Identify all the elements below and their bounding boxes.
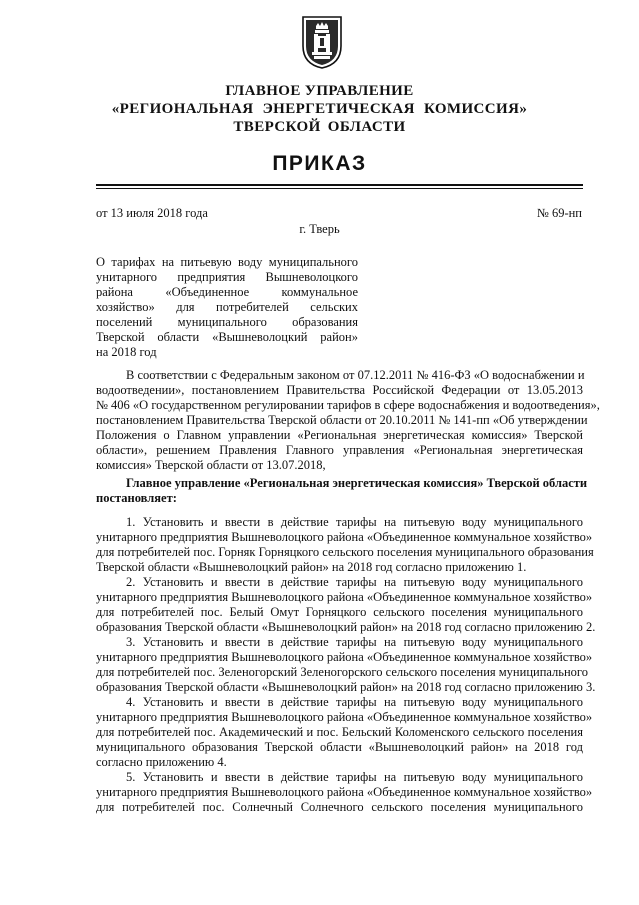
item-line: унитарного предприятия Вышневолоцкого района «Объединенное коммунальное хозяйство» [96, 530, 593, 544]
decree-line: постановляет: [96, 491, 177, 505]
item-line: для потребителей пос. Белый Омут Горняцкого сельского поселения муниципального [96, 605, 583, 619]
order-subject [96, 255, 358, 360]
subject-line: на 2018 год [96, 345, 157, 359]
agency-name-line-3: ТВЕРСКОЙ ОБЛАСТИ [233, 119, 406, 135]
item-line: унитарного предприятия Вышневолоцкого района «Объединенное коммунальное хозяйство» [96, 710, 593, 724]
item-line: образования Тверской области «Вышневолоцкий район» на 2018 год согласно приложению 2. [96, 620, 596, 634]
preamble-line: области», решением Правления Главного управления «Региональная энергетическая [96, 443, 583, 457]
agency-name-line-1: ГЛАВНОЕ УПРАВЛЕНИЕ [225, 83, 414, 99]
preamble-paragraph [96, 368, 600, 473]
preamble-line: Положения о Главном управлении «Региональная энергетическая комиссия» Тверской [96, 428, 583, 442]
item-line: унитарного предприятия Вышневолоцкого района «Объединенное коммунальное хозяйство» [96, 650, 593, 664]
item-line: муниципального образования Тверской области «Вышневолоцкий район» на 2018 год [96, 740, 583, 754]
agency-name-line-2: «РЕГИОНАЛЬНАЯ ЭНЕРГЕТИЧЕСКАЯ КОМИССИЯ» [111, 101, 528, 117]
item-line: унитарного предприятия Вышневолоцкого района «Объединенное коммунальное хозяйство» [96, 590, 593, 604]
item-line: 3. Установить и ввести в действие тарифы на питьевую воду муниципального [126, 635, 583, 649]
preamble-line: водоотведении», постановлением Правительства Российской Федерации от 13.05.2013 [96, 383, 583, 397]
subject-line: района «Объединенное коммунальное [96, 285, 358, 299]
subject-line: хозяйство» для потребителей сельских [96, 300, 358, 314]
preamble-line: постановлением Правительства Тверской области от 20.10.2011 № 141-пп «Об утверждении [96, 413, 588, 427]
order-city: г. Тверь [299, 222, 340, 236]
item-line: для потребителей пос. Академический и пос. Бельский Коломенского сельского поселения [96, 725, 583, 739]
item-line: для потребителей пос. Зеленогорский Зеленогорского сельского поселения муниципального [96, 665, 588, 679]
subject-line: Тверской области «Вышневолоцкий район» [96, 330, 358, 344]
order-items [96, 515, 596, 815]
item-line: 1. Установить и ввести в действие тарифы на питьевую воду муниципального [126, 515, 583, 529]
document-type-title: ПРИКАЗ [272, 152, 367, 175]
order-date: от 13 июля 2018 года [96, 206, 208, 220]
decree-line: Главное управление «Региональная энергетическая комиссия» Тверской области [126, 476, 588, 490]
item-line: унитарного предприятия Вышневолоцкого района «Объединенное коммунальное хозяйство» [96, 785, 593, 799]
item-line: для потребителей пос. Горняк Горняцкого сельского поселения муниципального образования [96, 545, 594, 559]
preamble-line: № 406 «О государственном регулировании тарифов в сфере водоснабжения и водоотведения», [96, 398, 600, 412]
item-line: Тверской области «Вышневолоцкий район» на 2018 год согласно приложению 1. [96, 560, 527, 574]
item-line: для потребителей пос. Солнечный Солнечного сельского поселения муниципального [96, 800, 583, 814]
tver-coat-of-arms-icon [300, 14, 344, 70]
item-line: образования Тверской области «Вышневолоцкий район» на 2018 год согласно приложению 3. [96, 680, 596, 694]
subject-line: поселений муниципального образования [96, 315, 358, 329]
item-line: 4. Установить и ввести в действие тарифы на питьевую воду муниципального [126, 695, 583, 709]
item-line: 5. Установить и ввести в действие тарифы на питьевую воду муниципального [126, 770, 583, 784]
item-line: согласно приложению 4. [96, 755, 227, 769]
subject-line: О тарифах на питьевую воду муниципального [96, 255, 358, 269]
item-line: 2. Установить и ввести в действие тарифы на питьевую воду муниципального [126, 575, 583, 589]
preamble-line: В соответствии с Федеральным законом от 07.12.2011 № 416-ФЗ «О водоснабжении и [126, 368, 585, 382]
order-number: № 69-нп [536, 206, 582, 220]
decree-paragraph [96, 476, 588, 506]
preamble-line: комиссия» Тверской области от 13.07.2018, [96, 458, 326, 472]
subject-line: унитарного предприятия Вышневолоцкого [96, 270, 358, 284]
header-divider [96, 184, 583, 186]
header-divider-thin [96, 188, 583, 189]
